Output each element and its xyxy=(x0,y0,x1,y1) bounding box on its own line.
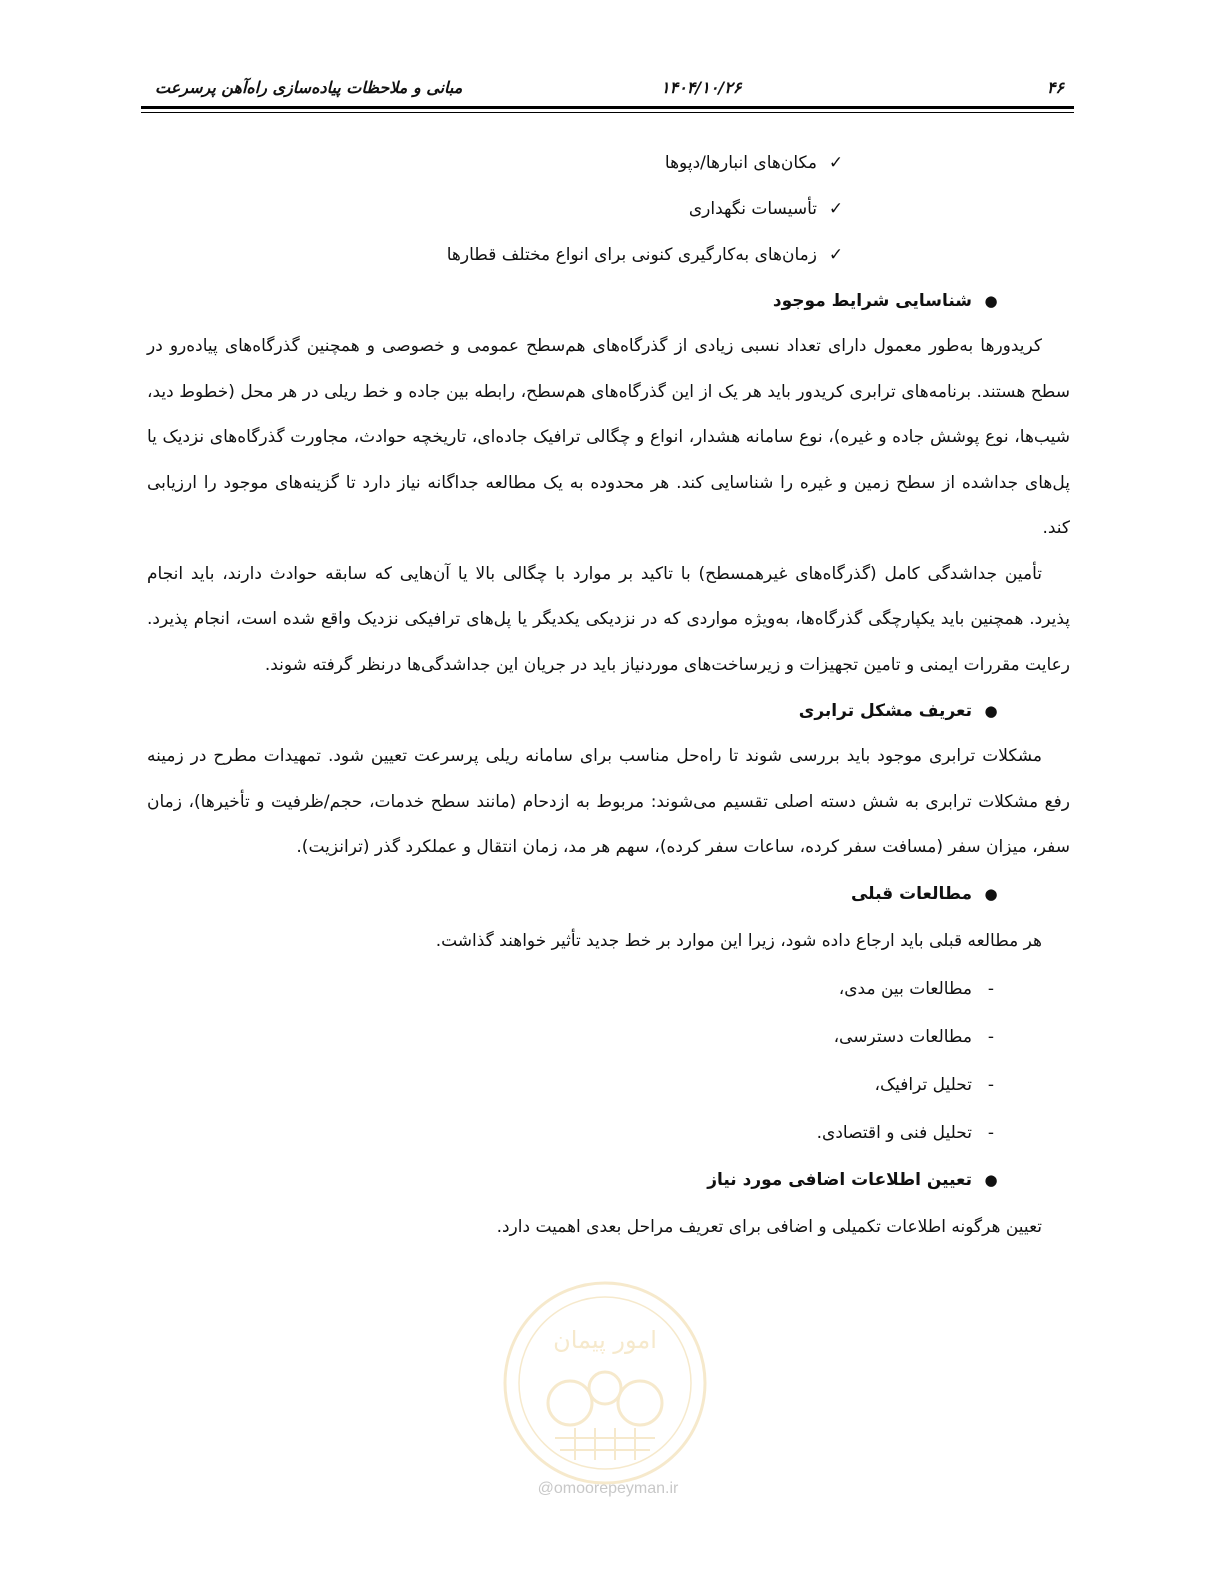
section-heading: ●شناسایی شرایط موجود xyxy=(147,278,1070,324)
page-content xyxy=(147,140,1070,1251)
section-heading: ●تعیین اطلاعات اضافی مورد نیاز xyxy=(147,1157,1070,1203)
paragraph: مشکلات ترابری موجود باید بررسی شوند تا راه‌حل مناسب برای سامانه ریلی پرسرعت تعیین شود. تمهیدات مطرح در زمینه رفع مشکلات ترابری به شش دسته اصلی تقسیم می‌شوند: مربوط به ازدحام (مانند سطح خدمات، حجم/ظرفیت و تأخیرها)، زمان سفر، میزان سفر (مسافت سفر کرده، ساعات سفر کرده)، سهم هر مد، زمان انتقال و عملکرد گذر (ترانزیت). xyxy=(147,746,1070,857)
list-item: -تحلیل ترافیک، xyxy=(147,1061,1070,1109)
header-title: مبانی و ملاحظات پیاده‌سازی راه‌آهن پرسرعت xyxy=(155,78,463,97)
paragraph: کریدورها به‌طور معمول دارای تعداد نسبی زیادی از گذرگاه‌های هم‌سطح عمومی و خصوصی و همچنین گذرگاه‌های پیاده‌رو در سطح هستند. برنامه‌های ترابری کریدور باید هر یک از این گذرگاه‌های هم‌سطح، رابطه بین جاده و خط ریلی در هر محل (خطوط دید، شیب‌ها، نوع پوشش جاده و غیره)، نوع سامانه هشدار، انواع و چگالی ترافیک جاده‌ای، تاریخچه حوادث، مجاورت گذرگاه‌های نزدیک یا پل‌های جداشده از سطح زمین و غیره را شناسایی کند. هر محدوده به یک مطالعه جداگانه نیاز دارد تا گزینه‌های موجود را ارزیابی کند. xyxy=(147,336,1070,538)
check-mark-icon: ✓ xyxy=(828,245,844,265)
watermark-seal-icon xyxy=(500,1278,710,1488)
dash-icon: - xyxy=(987,1026,995,1047)
paragraph: هر مطالعه قبلی باید ارجاع داده شود، زیرا این موارد بر خط جدید تأثیر خواهند گذاشت. xyxy=(435,930,1042,951)
header-date: ۱۴۰۴/۱۰/۲۶ xyxy=(661,78,742,97)
header-rule-thick xyxy=(141,106,1074,109)
section-heading: ●مطالعات قبلی xyxy=(147,871,1070,917)
paragraph: تأمین جداشدگی کامل (گذرگاه‌های غیرهمسطح) با تاکید بر موارد با چگالی بالا یا آن‌هایی که سابقه حوادث دارند، باید انجام پذیرد. همچنین باید یکپارچگی گذرگاه‌ها، به‌ویژه مواردی که در نزدیکی یکدیگر یا پل‌های ترافیکی نزدیک واقع شده است، انجام پذیرد. رعایت مقررات ایمنی و تامین تجهیزات و زیرساخت‌های موردنیاز باید در جریان این جداشدگی‌ها درنظر گرفته شوند. xyxy=(147,563,1070,675)
watermark-logo-text: امور پیمان xyxy=(553,1326,657,1354)
bullet-icon: ● xyxy=(984,292,998,310)
bullet-icon: ● xyxy=(984,884,998,903)
list-item: -تحلیل فنی و اقتصادی. xyxy=(147,1109,1070,1157)
check-mark-icon: ✓ xyxy=(828,153,844,173)
dash-icon: - xyxy=(987,978,995,999)
check-mark-icon: ✓ xyxy=(828,199,844,219)
page-header xyxy=(141,70,1074,102)
checklist-item: ✓زمان‌های به‌کارگیری کنونی برای انواع مختلف قطارها xyxy=(147,232,1070,278)
checklist-item: ✓تأسیسات نگهداری xyxy=(147,186,1070,232)
header-rule-thin xyxy=(141,112,1074,113)
section-heading: ●تعریف مشکل ترابری xyxy=(147,688,1070,734)
dash-icon: - xyxy=(987,1074,995,1095)
dash-icon: - xyxy=(987,1122,995,1143)
paragraph: تعیین هرگونه اطلاعات تکمیلی و اضافی برای تعریف مراحل بعدی اهمیت دارد. xyxy=(496,1216,1042,1237)
list-item: -مطالعات دسترسی، xyxy=(147,1013,1070,1061)
bullet-icon: ● xyxy=(984,1170,998,1189)
page-number: ۴۶ xyxy=(1046,78,1064,97)
bullet-icon: ● xyxy=(984,702,998,720)
watermark-site: @omoorepeyman.ir xyxy=(537,1480,679,1497)
checklist-item: ✓مکان‌های انبارها/دپوها xyxy=(147,140,1070,186)
list-item: -مطالعات بین مدی، xyxy=(147,965,1070,1013)
